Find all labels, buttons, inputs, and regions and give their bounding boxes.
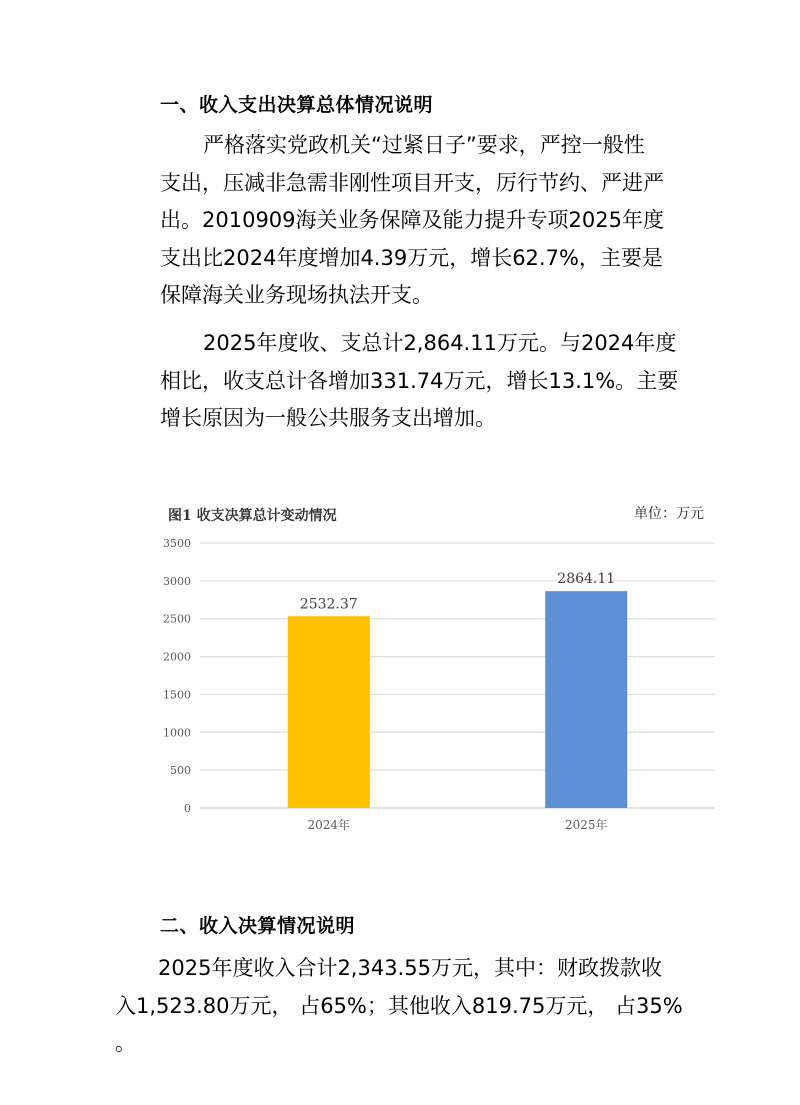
y-tick-label: 1500: [163, 688, 191, 702]
bar: [288, 616, 370, 808]
y-tick-label: 1000: [163, 726, 191, 740]
chart-title: 图1 收支决算总计变动情况: [168, 508, 337, 524]
y-tick-label: 0: [184, 802, 191, 815]
section2-paragraph: [115, 950, 683, 1063]
y-tick-label: 500: [170, 764, 191, 778]
section1-paragraph-1: [115, 127, 664, 315]
y-tick-label: 3000: [163, 574, 191, 588]
x-tick-label: 2025年: [564, 818, 608, 832]
text-line: 2025年度收入合计2,343.55万元，其中：财政拨款收: [158, 956, 662, 980]
section1-paragraph-2: [115, 325, 678, 438]
x-tick-label: 2024年: [307, 818, 351, 832]
text-line: 入1,523.80万元， 占65%；其他收入819.75万元， 占35%: [115, 993, 683, 1018]
section1-heading: 一、收入支出决算总体情况说明: [160, 94, 434, 116]
text-line: 出。2010909海关业务保障及能力提升专项2025年度: [160, 208, 664, 232]
text-line: 相比，收支总计各增加331.74万元，增长13.1%。主要: [160, 368, 679, 393]
text-line: 支出比2024年度增加4.39万元，增长62.7%，主要是: [160, 245, 663, 270]
text-line: 保障海关业务现场执法开支。: [160, 283, 433, 307]
text-line: 2025年度收、支总计2,864.11万元。与2024年度: [203, 331, 677, 355]
y-tick-label: 2000: [163, 650, 191, 664]
y-tick-label: 3500: [163, 537, 191, 550]
text-line: 严格落实党政机关“过紧日子”要求，严控一般性: [203, 133, 645, 157]
y-tick-label: 2500: [163, 612, 191, 626]
text-line: 支出，压减非急需非刚性项目开支，厉行节约、严进严: [160, 170, 664, 195]
data-label: 2532.37: [299, 596, 358, 613]
data-label: 2864.11: [557, 571, 616, 588]
section2-heading: 二、收入决算情况说明: [160, 915, 356, 937]
text-line: 。: [115, 1031, 136, 1055]
chart-unit-label: 单位：万元: [634, 506, 704, 522]
bar-chart: [150, 495, 730, 845]
bar: [545, 591, 627, 808]
chart-container: [150, 495, 730, 845]
text-line: 增长原因为一般公共服务支出增加。: [160, 406, 496, 430]
